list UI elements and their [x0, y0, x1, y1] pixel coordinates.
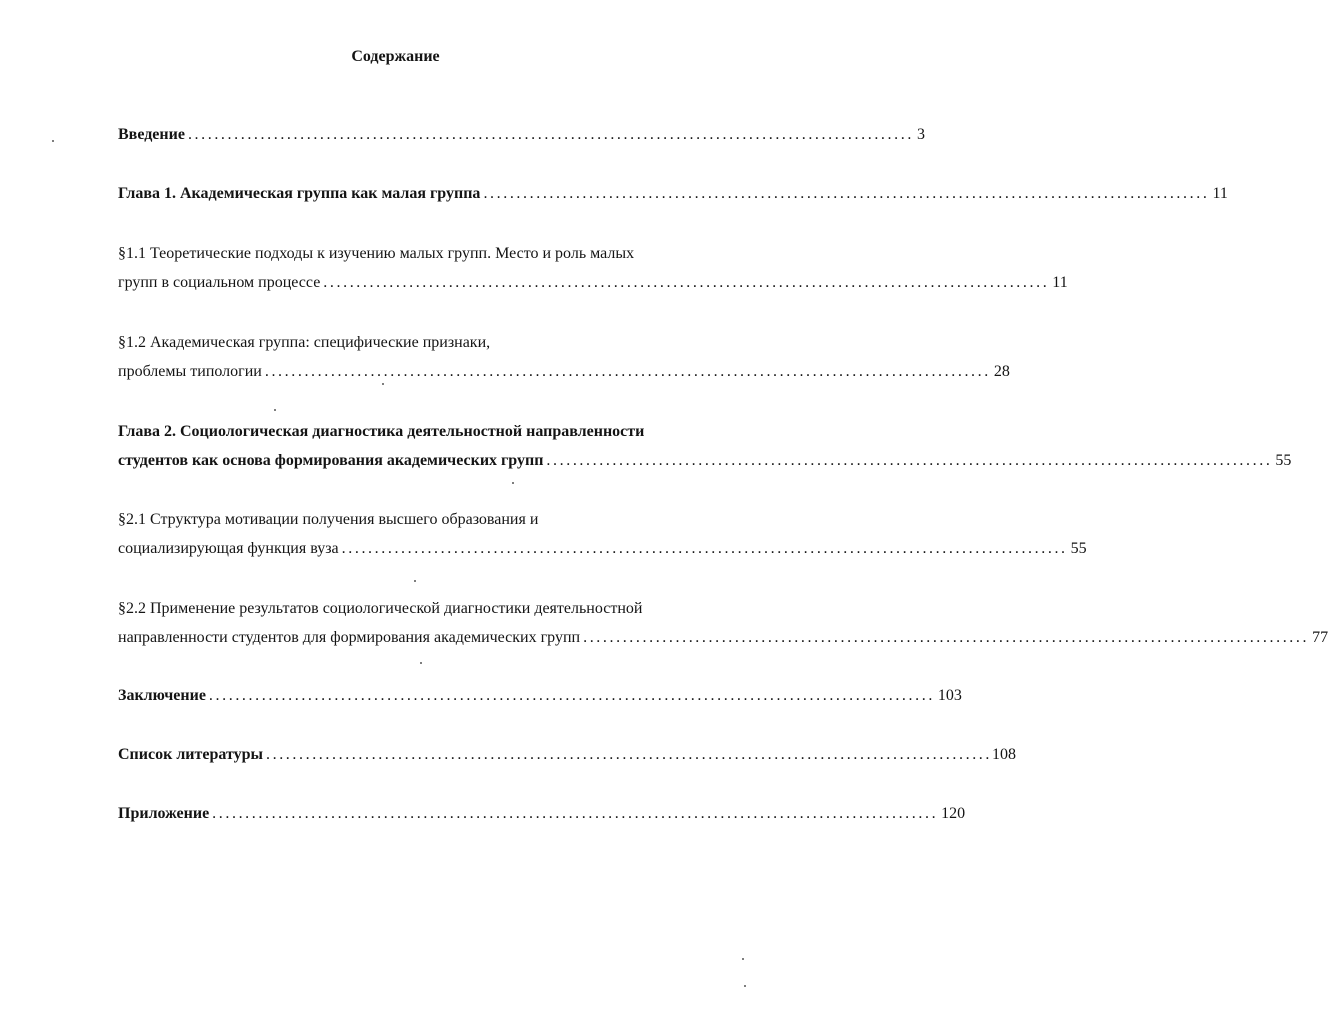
toc-page-number: 103: [937, 687, 962, 704]
toc-entry-label: Список литературы: [118, 746, 263, 763]
toc-entry-chapter-1: [118, 182, 1228, 206]
toc-entry-section-1-1-line2: [118, 271, 1068, 295]
dot-leader: ..............................................................................................................: [187, 126, 914, 143]
dot-leader: ..............................................................................................................: [212, 805, 939, 822]
toc-entry-label: проблемы типологии: [118, 363, 262, 380]
toc-entry-section-2-1-line1: §2.1 Структура мотивации получения высшего образования и: [118, 511, 539, 528]
toc-entry-bibliography: [118, 743, 1016, 767]
toc-entry-chapter-2-line2: [118, 449, 1292, 473]
toc-entry-section-1-2-line1: §1.2 Академическая группа: специфические признаки,: [118, 334, 491, 351]
dot-leader: ..............................................................................................................: [341, 540, 1068, 557]
scan-speck: [512, 482, 514, 484]
toc-page-number: 11: [1052, 274, 1068, 291]
toc-entry-label: социализирующая функция вуза: [118, 540, 339, 557]
page-title: Содержание: [351, 48, 440, 65]
dot-leader: ..............................................................................................................: [323, 274, 1050, 291]
toc-entry-label: Глава 1. Академическая группа как малая группа: [118, 185, 481, 202]
toc-page-number: 28: [993, 363, 1010, 380]
dot-leader: ..............................................................................................................: [583, 629, 1310, 646]
toc-entry-chapter-2-line1: Глава 2. Социологическая диагностика деятельностной направленности: [118, 423, 645, 440]
scan-speck: [382, 383, 384, 385]
toc-entry-section-2-2-line2: [118, 626, 1328, 650]
toc-entry-section-1-2-line2: [118, 360, 1010, 384]
toc-entry-conclusion: [118, 684, 962, 708]
toc-page-number: 120: [941, 805, 966, 822]
toc-entry-label: групп в социальном процессе: [118, 274, 321, 291]
toc-page-number: 55: [1070, 540, 1087, 557]
dot-leader: ..............................................................................................................: [208, 687, 935, 704]
toc-entry-appendix: [118, 802, 966, 826]
dot-leader: ..............................................................................................................: [264, 363, 991, 380]
scan-speck: [52, 140, 54, 142]
scan-speck: [414, 580, 416, 582]
dot-leader: ..............................................................................................................: [483, 185, 1210, 202]
toc-entry-section-1-1-line1: §1.1 Теоретические подходы к изучению малых групп. Место и роль малых: [118, 245, 635, 262]
dot-leader: ..............................................................................................................: [546, 452, 1273, 469]
toc-entry-section-2-2-line1: §2.2 Применение результатов социологической диагностики деятельностной: [118, 600, 643, 617]
toc-page-number: 55: [1275, 452, 1292, 469]
toc-entry-introduction: [118, 123, 925, 147]
toc-entry-label: направленности студентов для формирования академических групп: [118, 629, 581, 646]
toc-page-number: 108: [992, 746, 1016, 763]
dot-leader: ..............................................................................................................: [266, 746, 992, 763]
scan-speck: [744, 985, 746, 987]
toc-entry-label: Заключение: [118, 687, 206, 704]
toc-entry-label: Введение: [118, 126, 185, 143]
toc-entry-label: студентов как основа формирования академических групп: [118, 452, 544, 469]
scan-speck: [742, 958, 744, 960]
toc-entry-label: Приложение: [118, 805, 210, 822]
toc-page-number: 77: [1312, 629, 1328, 646]
scan-speck: [420, 662, 422, 664]
toc-page-number: 3: [916, 126, 925, 143]
scan-speck: [274, 409, 276, 411]
toc-entry-section-2-1-line2: [118, 537, 1087, 561]
toc-page-number: 11: [1212, 185, 1228, 202]
